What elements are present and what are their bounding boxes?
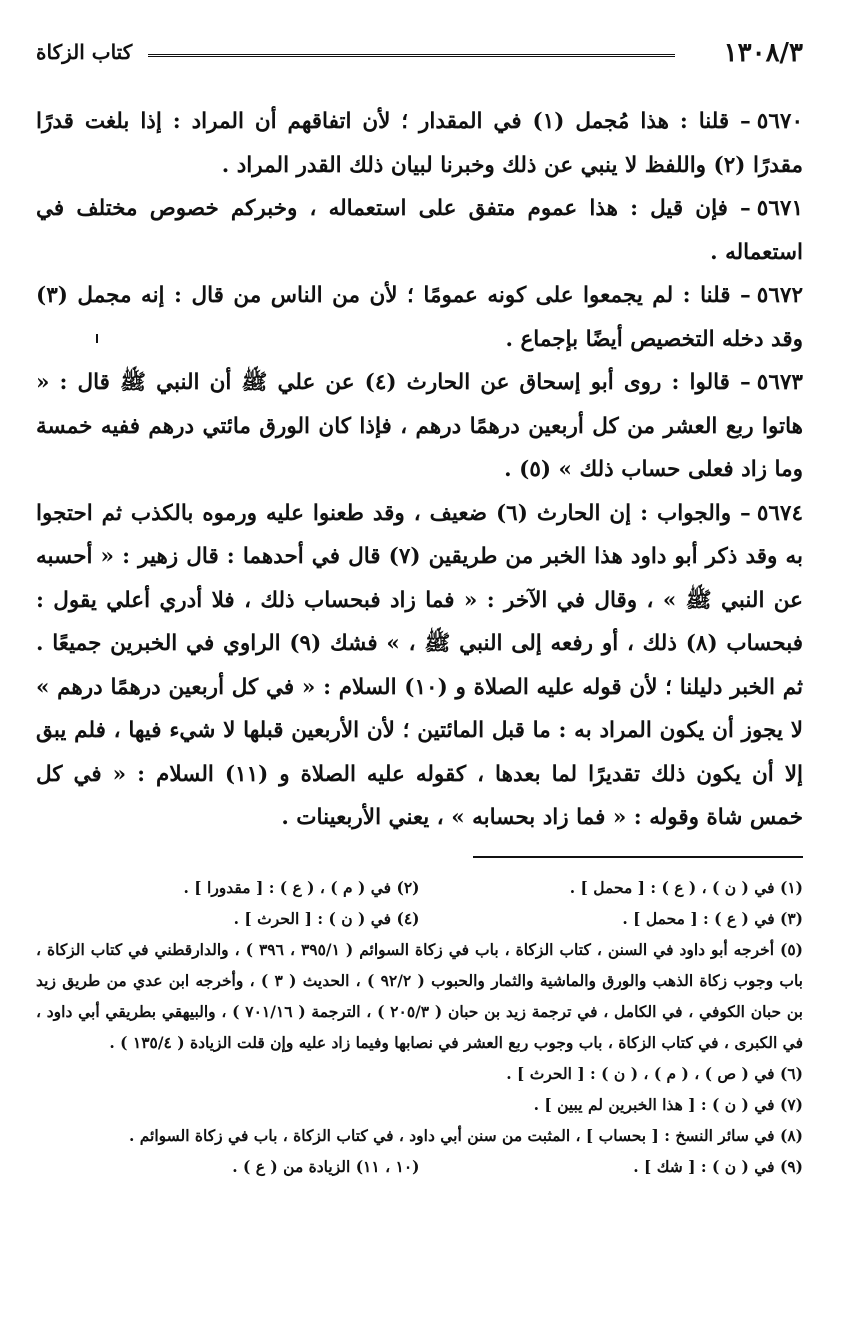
footnote-row — [36, 1151, 803, 1182]
footnote: (٧) في ( ن ) : [ هذا الخبرين لم يبين ] . — [533, 1095, 803, 1114]
paragraph-number: ٥٦٧٣ — [756, 370, 803, 395]
book-title: كتاب الزكاة — [36, 40, 133, 64]
footnote: (٩) في ( ن ) : [ شك ] . — [633, 1157, 803, 1176]
footnote: (٢) في ( م ) ، ( ع ) : [ مقدورا ] . — [183, 878, 420, 897]
footnote: (١) في ( ن ) ، ( ع ) : [ محمل ] . — [569, 878, 803, 897]
paragraph-text: – والجواب : إن الحارث (٦) ضعيف ، وقد طعنوا عليه ورموه بالكذب ثم احتجوا به وقد ذكر أبو داود هذا الخبر من طريقين (٧) قال في أحدهما : قال زهير : « أحسبه عن النبي ﷺ » ، وقال في الآخر : « فما زاد فبحساب ذلك ، فلا أدري أعلي يقول : فبحساب (٨) ذلك ، أو رفعه إلى النبي ﷺ ، » فشك (٩) الراوي في الخبرين جميعًا . ثم الخبر دليلنا ؛ لأن قوله عليه الصلاة و (١٠) السلام : « في كل أربعين درهمًا درهم » لا يجوز أن يكون المراد به : ما قبل المائتين ؛ لأن الأربعين قبلها لا شيء فيها ، فلم يبق إلا أن يكون ذلك تقديرًا لما بعدها ، كقوله عليه الصلاة و (١١) السلام : « في كل خمس شاة وقوله : « فما زاد بحسابه » ، يعني الأربعينات . — [36, 500, 803, 830]
paragraph-number: ٥٦٧٤ — [756, 500, 804, 526]
paragraph — [36, 100, 803, 187]
footnote-separator — [473, 856, 803, 858]
paragraph — [36, 187, 803, 274]
paragraph-number: ٥٦٧١ — [756, 196, 803, 221]
footnote: (٨) في سائر النسخ : [ بحساب ] ، المثبت من سنن أبي داود ، في كتاب الزكاة ، باب في زكاة السوائم . — [128, 1126, 803, 1145]
paragraph — [36, 492, 803, 840]
paragraph — [36, 361, 803, 492]
stray-mark — [96, 334, 98, 343]
page-number: ١٣٠٨/٣ — [723, 38, 803, 68]
paragraph-text: – قلنا : هذا مُجمل (١) في المقدار ؛ لأن اتفاقهم أن المراد : إذا بلغت قدرًا مقدرًا (٢) واللفظ لا ينبي عن ذلك وخبرنا لبيان ذلك القدر المراد . — [36, 109, 803, 178]
paragraph-text: – فإن قيل : هذا عموم متفق على استعماله ، وخبركم خصوص مختلف في استعماله . — [36, 196, 803, 265]
footnote: (١٠ ، ١١) الزيادة من ( ع ) . — [232, 1157, 420, 1176]
paragraph-number: ٥٦٧٢ — [756, 283, 803, 308]
header-rule — [148, 54, 675, 60]
paragraph-text: – قالوا : روى أبو إسحاق عن الحارث (٤) عن علي ﷺ أن النبي ﷺ قال : « هاتوا ربع العشر من كل أربعين درهمًا درهم ، فإذا كان الورق مائتي درهم ففيه خمسة وما زاد فعلى حساب ذلك » (٥) . — [36, 370, 803, 482]
paragraph-text: – قلنا : لم يجمعوا على كونه عمومًا ؛ لأن من الناس من قال : إنه مجمل (٣) وقد دخله التخصيص أيضًا بإجماع . — [36, 283, 803, 352]
footnote-row — [36, 872, 803, 903]
footnote: (٥) أخرجه أبو داود في السنن ، كتاب الزكاة ، باب في زكاة السوائم ( ٣٩٥/١ ، ٣٩٦ ) ، والدارقطني في كتاب الزكاة ، باب وجوب زكاة الذهب والورق والماشية والثمار والحبوب ( ٩٢/٢ ) ، الحديث ( ٣ ) ، وأخرجه ابن عدي من طريق زيد بن حبان الكوفي ، في الكامل ، في ترجمة زيد بن حبان ( ٢٠٥/٣ ) ، الترجمة ( ٧٠١/١٦ ) ، والبيهقي بطريقي أبي داود ، في الكبرى ، في كتاب الزكاة ، باب وجوب ربع العشر في نصابها وفيما زاد عليه وإن قلت الزيادة ( ١٣٥/٤ ) . — [36, 940, 804, 1052]
footnote: (٤) في ( ن ) : [ الحرث ] . — [233, 909, 420, 928]
footnote-row — [36, 903, 803, 934]
main-text — [36, 100, 803, 840]
paragraph-number: ٥٦٧٠ — [756, 109, 803, 134]
footnote: (٦) في ( ص ) ، ( م ) ، ( ن ) : [ الحرث ] . — [506, 1064, 803, 1083]
footnotes — [36, 872, 803, 1182]
page-header — [36, 40, 803, 70]
footnote: (٣) في ( ع ) : [ محمل ] . — [622, 909, 803, 928]
paragraph — [36, 274, 803, 361]
